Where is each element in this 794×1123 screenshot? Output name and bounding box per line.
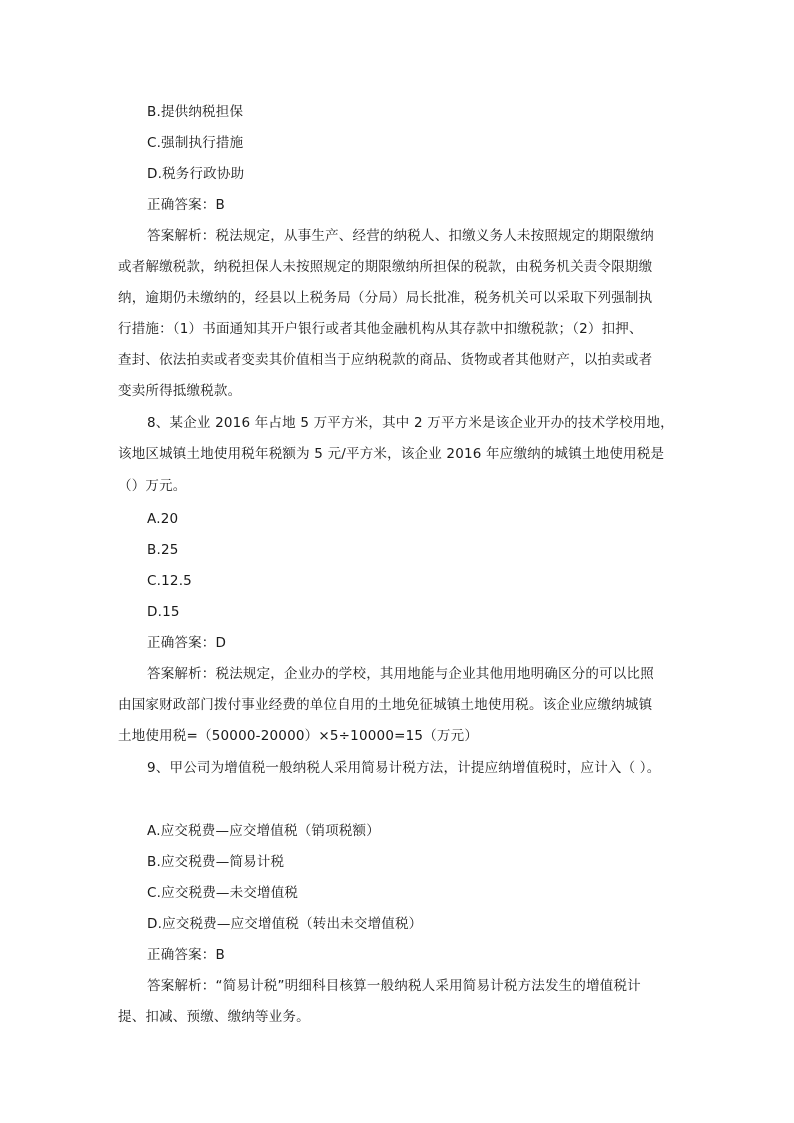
- q8-explanation-line: 由国家财政部门拨付事业经费的单位自用的土地免征城镇土地使用税。该企业应缴纳城镇: [118, 697, 653, 713]
- q9-option-b: B.应交税费—简易计税: [147, 854, 285, 870]
- q9-explanation-line: 提、扣减、预缴、缴纳等业务。: [118, 1009, 310, 1025]
- q8-answer: 正确答案：D: [147, 635, 227, 651]
- q7-option-b: B.提供纳税担保: [147, 104, 244, 120]
- q8-option-b: B.25: [147, 542, 179, 558]
- q9-stem: 9、甲公司为增值税一般纳税人采用简易计税方法，计提应纳增值税时，应计入（ ）。: [147, 760, 661, 776]
- q9-explanation-line: 答案解析：“简易计税”明细科目核算一般纳税人采用简易计税方法发生的增值税计: [147, 978, 641, 994]
- q8-explanation-line: 土地使用税=（50000-20000）×5÷10000=15（万元）: [118, 728, 479, 744]
- q9-option-c: C.应交税费—未交增值税: [147, 885, 299, 901]
- q8-option-d: D.15: [147, 604, 180, 620]
- q7-explanation-line: 答案解析：税法规定，从事生产、经营的纳税人、扣缴义务人未按照规定的期限缴纳: [147, 228, 654, 244]
- q7-explanation-line: 变卖所得抵缴税款。: [118, 383, 242, 399]
- q8-stem-line: （）万元。: [118, 478, 187, 494]
- q9-answer: 正确答案：B: [147, 947, 225, 963]
- q9-option-d: D.应交税费—应交增值税（转出未交增值税）: [147, 916, 423, 932]
- q7-explanation-line: 或者解缴税款，纳税担保人未按照规定的期限缴纳所担保的税款，由税务机关责令限期缴: [118, 259, 653, 275]
- q9-option-a: A.应交税费—应交增值税（销项税额）: [147, 823, 380, 839]
- q7-option-c: C.强制执行措施: [147, 135, 244, 151]
- q8-option-c: C.12.5: [147, 573, 192, 589]
- q7-answer: 正确答案：B: [147, 197, 225, 213]
- q7-explanation-line: 纳，逾期仍未缴纳的，经县以上税务局（分局）局长批准，税务机关可以采取下列强制执: [118, 290, 653, 306]
- q7-option-d: D.税务行政协助: [147, 166, 245, 182]
- q8-stem-line: 8、某企业 2016 年占地 5 万平方米，其中 2 万平方米是该企业开办的技术学校用地，: [147, 415, 674, 431]
- q8-option-a: A.20: [147, 511, 179, 527]
- q7-explanation-line: 行措施：（1）书面通知其开户银行或者其他金融机构从其存款中扣缴税款；（2）扣押、: [118, 321, 643, 337]
- q8-explanation-line: 答案解析：税法规定，企业办的学校，其用地能与企业其他用地明确区分的可以比照: [147, 666, 654, 682]
- q7-explanation-line: 查封、依法拍卖或者变卖其价值相当于应纳税款的商品、货物或者其他财产，以拍卖或者: [118, 352, 653, 368]
- q8-stem-line: 该地区城镇土地使用税年税额为 5 元/平方米，该企业 2016 年应缴纳的城镇土地使用税是: [118, 446, 665, 462]
